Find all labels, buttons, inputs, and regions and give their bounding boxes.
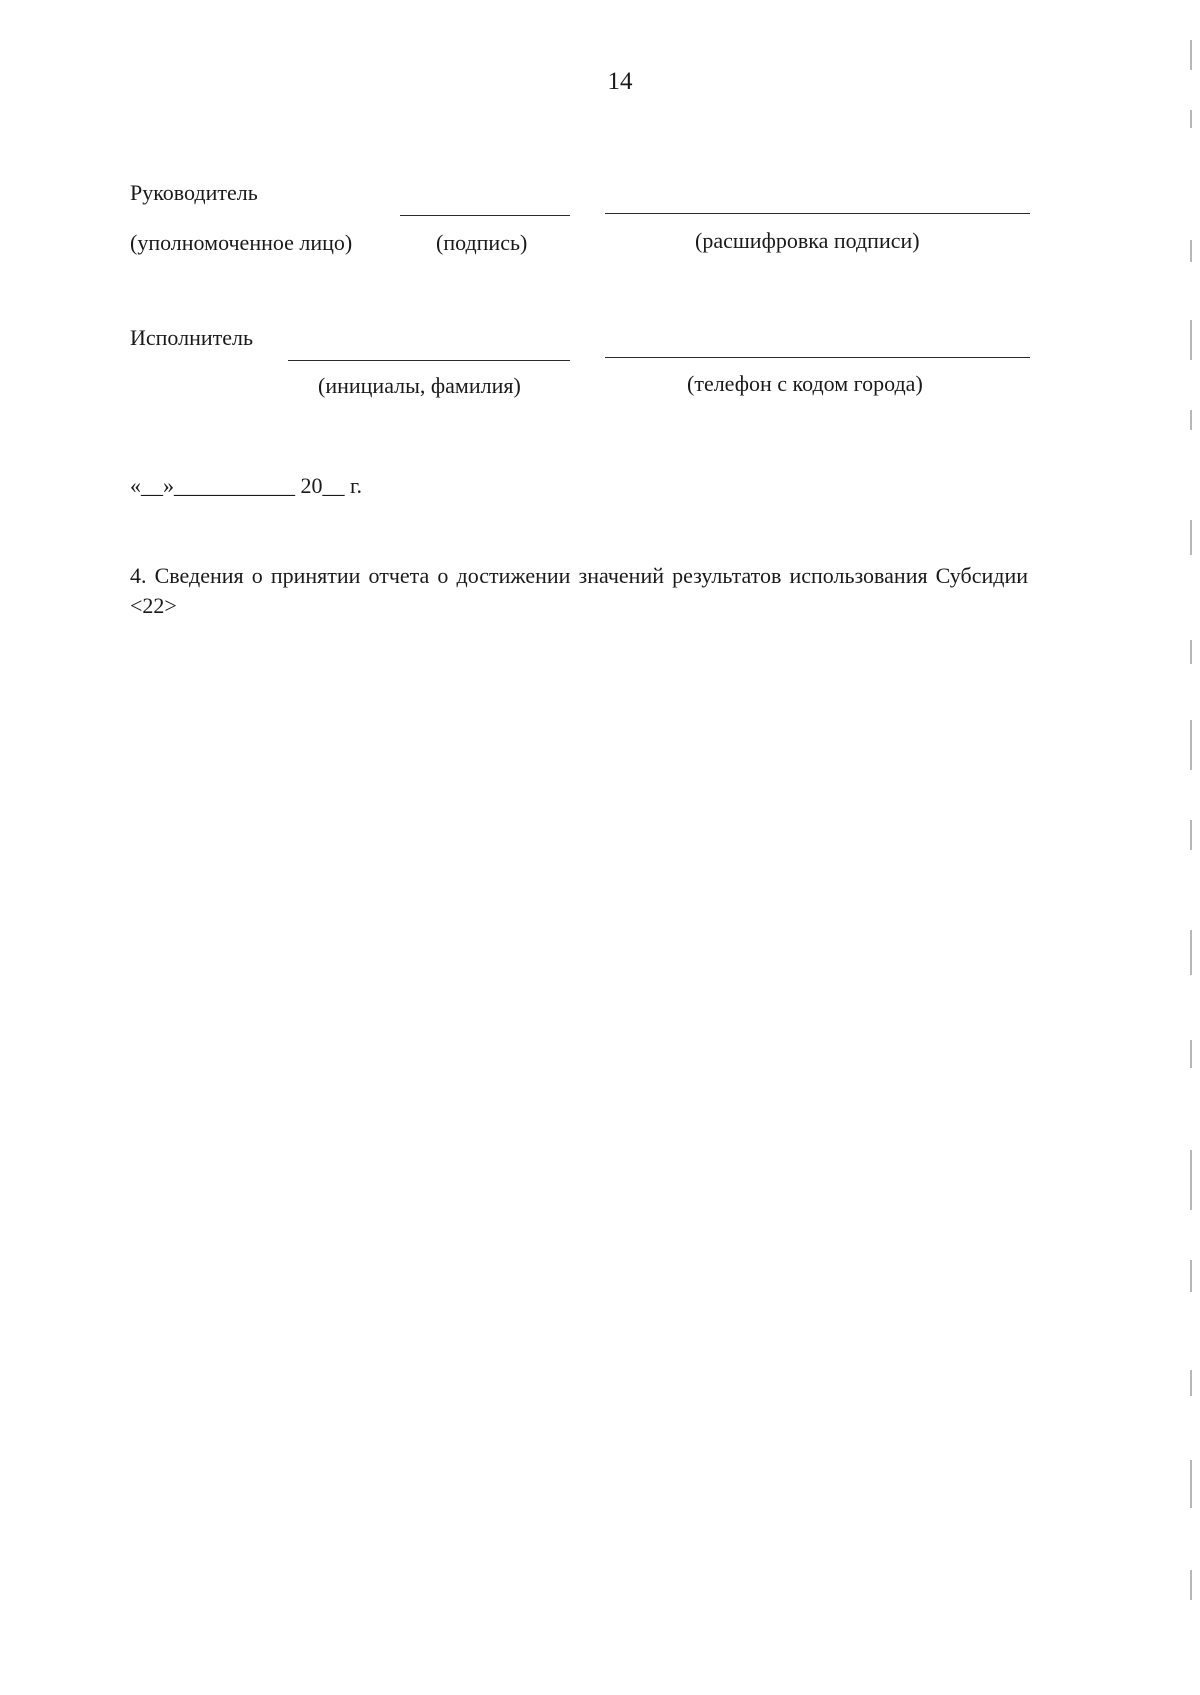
executor-name-caption: (инициалы, фамилия) — [318, 373, 521, 398]
scan-edge-artifact — [1190, 0, 1194, 1695]
date-line: «__»___________ 20__ г. — [130, 473, 363, 498]
head-label: Руководитель — [130, 180, 258, 205]
page-number: 14 — [607, 68, 633, 95]
signature-decoding-caption: (расшифровка подписи) — [695, 228, 920, 253]
executor-phone-caption: (телефон с кодом города) — [687, 371, 923, 396]
executor-label: Исполнитель — [130, 325, 254, 350]
signature-line — [400, 215, 570, 216]
head-sub-label: (уполномоченное лицо) — [130, 230, 353, 255]
section-4-paragraph: 4. Сведения о принятии отчета о достижении значений результатов использования Субсидии <22> — [130, 563, 1028, 618]
signature-decoding-line — [605, 213, 1030, 214]
executor-name-line — [288, 360, 570, 361]
executor-phone-line — [605, 357, 1030, 358]
signature-caption: (подпись) — [436, 230, 528, 255]
